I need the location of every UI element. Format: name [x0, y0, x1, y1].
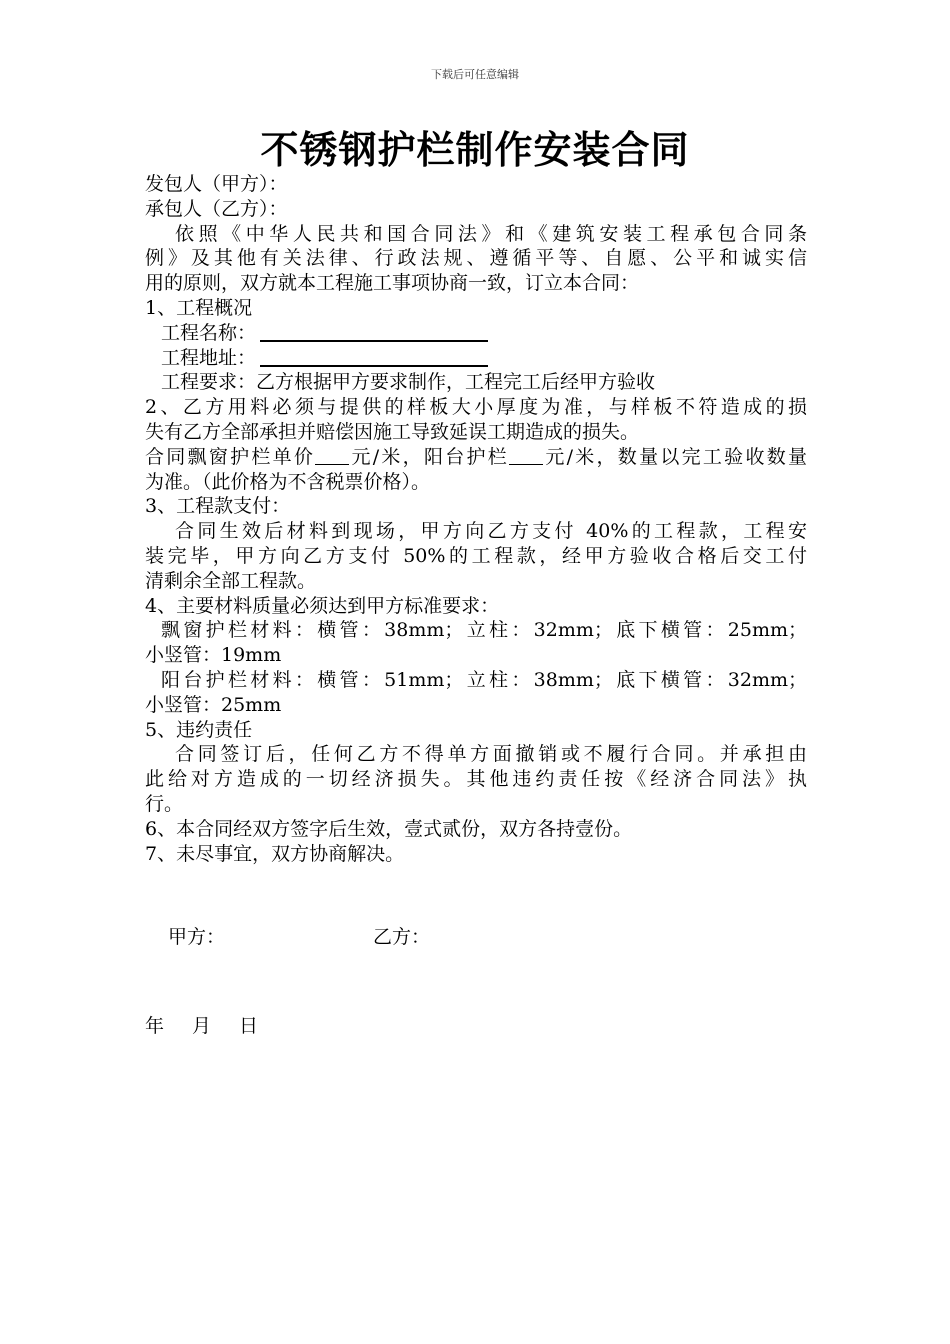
- price-text-a: 合同飘窗护栏单价: [145, 445, 316, 468]
- price-line-2: 为准。（此价格为不含税票价格）。: [145, 470, 431, 493]
- section2-line-1: 2、乙方用料必须与提供的样板大小厚度为准，与样板不符造成的损: [145, 396, 807, 419]
- date-month: 月: [192, 1015, 212, 1037]
- section3-line-1: 合同生效后材料到现场，甲方向乙方支付 40%的工程款，工程安: [175, 520, 807, 543]
- section3-line-3: 清剩余全部工程款。: [145, 569, 317, 592]
- section5-line-2: 此给对方造成的一切经济损失。其他违约责任按《经济合同法》执: [145, 768, 807, 791]
- section2-line-2: 失有乙方全部承担并赔偿因施工导致延误工期造成的损失。: [145, 420, 640, 443]
- price-line-1: [145, 445, 807, 470]
- section5-line-3: 行。: [145, 792, 184, 815]
- signature-row: [168, 922, 430, 949]
- header-note: 下载后可任意编辑: [431, 68, 519, 81]
- document-title: 不锈钢护栏制作安装合同: [260, 128, 690, 172]
- section3-heading: 3、工程款支付：: [145, 495, 291, 518]
- price-text-b: 元/米，阳台护栏: [349, 445, 510, 468]
- intro-line-3: 用的原则，双方就本工程施工事项协商一致，订立本合同：: [145, 272, 640, 295]
- project-address-blank: [260, 347, 488, 367]
- bay-window-materials: 飘窗护栏材料：横管：38mm；立柱：32mm；底下横管：25mm；: [161, 619, 807, 642]
- section7: 7、未尽事宜，双方协商解决。: [145, 842, 405, 865]
- balcony-small-pipe: 小竖管：25mm: [145, 693, 282, 716]
- party-a-label: 发包人（甲方）：: [145, 173, 288, 195]
- section5-line-1: 合同签订后，任何乙方不得单方面撤销或不履行合同。并承担由: [175, 743, 807, 766]
- party-a-signature-label: 甲方：: [168, 926, 226, 948]
- party-b-signature-label: 乙方：: [373, 926, 431, 948]
- date-row: [145, 1011, 286, 1038]
- price-text-c: 元/米，数量以完工验收数量: [543, 445, 807, 468]
- project-requirement: 工程要求：乙方根据甲方要求制作，工程完工后经甲方验收: [161, 371, 656, 394]
- project-name-blank: [260, 322, 488, 342]
- section4-heading: 4、主要材料质量必须达到甲方标准要求：: [145, 594, 500, 617]
- project-name-row: [145, 321, 807, 346]
- party-b-label: 承包人（乙方）：: [145, 197, 288, 220]
- date-day: 日: [239, 1015, 259, 1037]
- project-address-row: [145, 346, 807, 371]
- balcony-price-blank: [509, 448, 543, 465]
- section3-line-2: 装完毕，甲方向乙方支付 50%的工程款，经甲方验收合格后交工付: [145, 544, 807, 567]
- balcony-materials: 阳台护栏材料：横管：51mm；立柱：38mm；底下横管：32mm；: [161, 668, 807, 691]
- contract-body: [145, 172, 807, 866]
- project-name-label: 工程名称：: [161, 321, 257, 344]
- bay-window-price-blank: [315, 448, 349, 465]
- section1-heading: 1、工程概况: [145, 296, 253, 319]
- section6: 6、本合同经双方签字后生效，壹式贰份，双方各持壹份。: [145, 817, 633, 840]
- section5-heading: 5、违约责任: [145, 718, 253, 741]
- intro-line-1: 依照《中华人民共和国合同法》和《建筑安装工程承包合同条: [175, 222, 807, 245]
- intro-line-2: 例》及其他有关法律、行政法规、遵循平等、自愿、公平和诚实信: [145, 247, 807, 270]
- project-address-label: 工程地址：: [161, 346, 257, 369]
- bay-window-small-pipe: 小竖管：19mm: [145, 644, 282, 667]
- date-year: 年: [145, 1015, 165, 1037]
